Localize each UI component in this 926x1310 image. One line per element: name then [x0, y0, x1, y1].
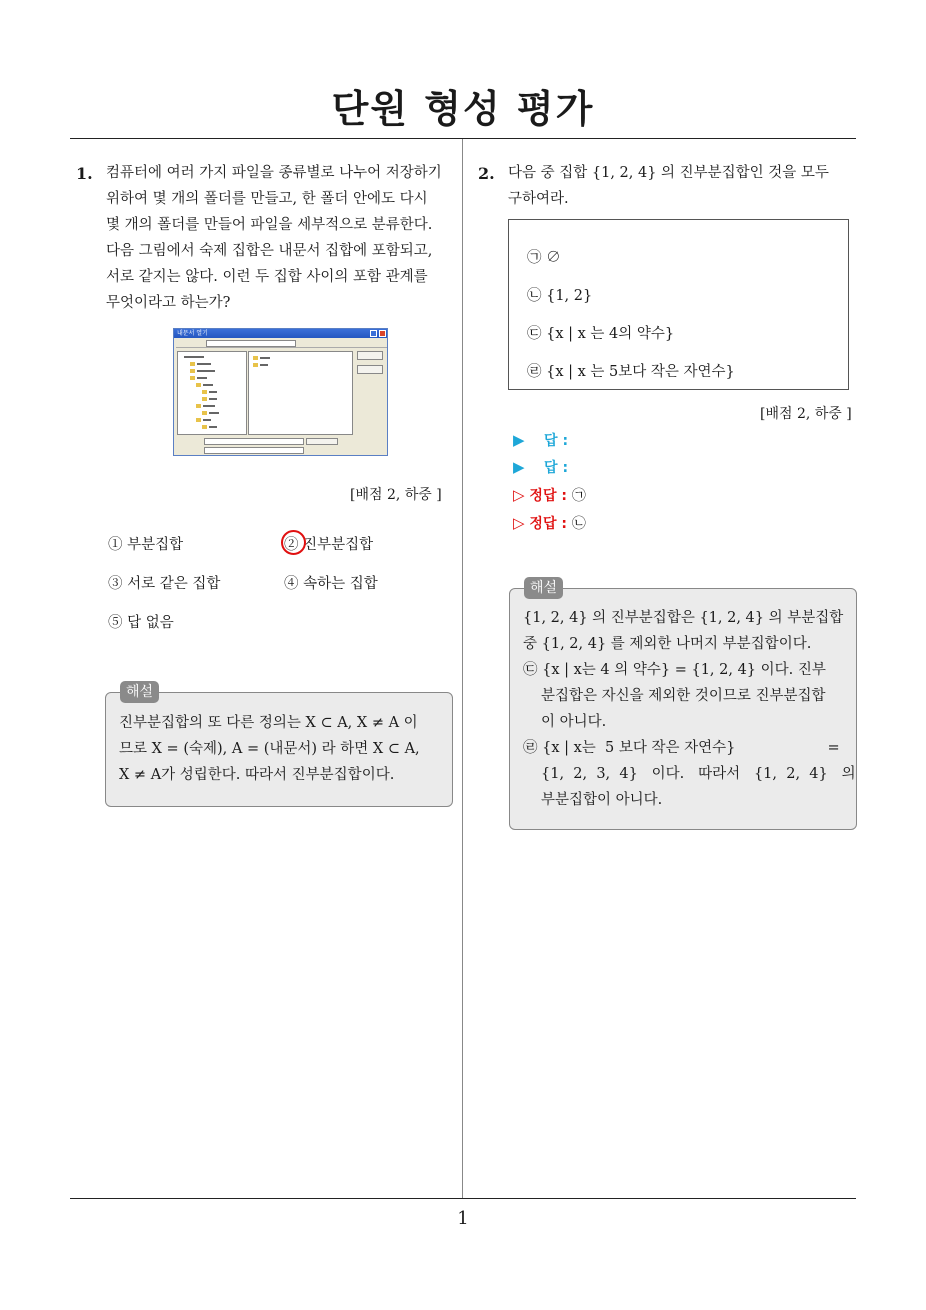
- dialog-title: 내문서 열기: [177, 330, 208, 337]
- question-1-explanation: [105, 684, 453, 807]
- explanation-line: ㉢ {x | x는 4 의 약수} = {1, 2, 4} 이다. 진부: [523, 662, 826, 678]
- correct-answer-label: 정답 :: [529, 488, 567, 504]
- choice-c: ㉢ {x | x 는 4의 약수}: [527, 326, 675, 342]
- question-2-line: 다음 중 집합 {1, 2, 4} 의 진부분집합인 것을 모두: [508, 165, 829, 181]
- choice-a: ㉠ ∅: [527, 250, 561, 266]
- question-1-line: 무엇이라고 하는가?: [106, 295, 231, 311]
- option-4: ④ 속하는 집합: [284, 576, 378, 592]
- question-1-line: 위하여 몇 개의 폴더를 만들고, 한 폴더 안에도 다시: [106, 191, 428, 207]
- question-1-line: 서로 같지는 않다. 이런 두 집합 사이의 포함 관계를: [106, 269, 428, 285]
- explanation-tag: 해설: [120, 681, 159, 703]
- question-1-line: 컴퓨터에 여러 가지 파일을 종류별로 나누어 저장하기: [106, 165, 442, 181]
- help-icon: [370, 330, 377, 337]
- question-2-explanation: [509, 580, 857, 830]
- close-icon: [379, 330, 386, 337]
- correct-answer-label: 정답 :: [529, 516, 567, 532]
- answer-label: 답 :: [544, 433, 569, 449]
- option-1: ① 부분집합: [108, 537, 184, 553]
- explanation-tag: 해설: [524, 577, 563, 599]
- explanation-line: 므로 X = (숙제), A = (내문서) 라 하면 X ⊂ A,: [119, 741, 420, 757]
- question-1-number: 1.: [76, 164, 93, 183]
- correct-answer-value: ㉡: [571, 516, 586, 532]
- explanation-line: {1, 2, 4} 의 진부분집합은 {1, 2, 4} 의 부분집합: [523, 610, 844, 626]
- explanation-line: 분집합은 자신을 제외한 것이므로 진부분집합: [541, 688, 826, 704]
- folder-tree: [177, 351, 247, 435]
- answer-line-2: [513, 457, 568, 477]
- question-1-score: [배점 2, 하중 ]: [350, 487, 442, 503]
- explanation-line: 진부분집합의 또 다른 정의는 X ⊂ A, X ≠ A 이: [119, 715, 418, 731]
- explanation-line: 부분집합이 아니다.: [541, 792, 663, 808]
- bottom-rule: [70, 1198, 856, 1199]
- option-5: ⑤ 답 없음: [108, 615, 174, 631]
- correct-answer-line-1: [513, 485, 586, 505]
- correct-answer-line-2: [513, 513, 586, 533]
- answer-line-1: [513, 430, 568, 450]
- answer-marker: ▶: [513, 458, 525, 476]
- answer-label: 답 :: [544, 460, 569, 476]
- dialog-toolbar: [176, 340, 387, 348]
- dialog-side-buttons: [357, 351, 383, 379]
- selected-answer-circle: [281, 530, 306, 555]
- correct-answer-value: ㉠: [571, 488, 586, 504]
- question-2-choices: [508, 219, 849, 390]
- answer-marker: ▶: [513, 431, 525, 449]
- correct-answer-marker: ▷: [513, 514, 525, 532]
- question-1-text: [106, 160, 456, 316]
- question-2-score: [배점 2, 하중 ]: [760, 406, 852, 422]
- file-list: [248, 351, 353, 435]
- question-2-text: [508, 160, 858, 212]
- dialog-title-bar: [174, 329, 387, 338]
- explanation-line: X ≠ A가 성립한다. 따라서 진부분집합이다.: [119, 767, 395, 783]
- explanation-line: {1, 2, 3, 4} 이다. 따라서 {1, 2, 4} 의: [541, 766, 856, 782]
- open-button-shape: [306, 438, 338, 445]
- filetype-field: [204, 447, 304, 454]
- explanation-line: 이 아니다.: [541, 714, 607, 730]
- column-divider: [462, 139, 463, 1198]
- explanation-line: 중 {1, 2, 4} 를 제외한 나머지 부분집합이다.: [523, 636, 812, 652]
- question-1-line: 몇 개의 폴더를 만들어 파일을 세부적으로 분류한다.: [106, 217, 433, 233]
- correct-answer-marker: ▷: [513, 486, 525, 504]
- question-2-line: 구하여라.: [508, 191, 569, 207]
- page-title: 단원 형성 평가: [331, 87, 595, 131]
- explanation-line: ㉣ {x | x는 5 보다 작은 자연수} =: [523, 740, 840, 756]
- choice-b: ㉡ {1, 2}: [527, 288, 593, 304]
- question-2-number: 2.: [478, 164, 495, 183]
- choice-d: ㉣ {x | x 는 5보다 작은 자연수}: [527, 364, 735, 380]
- filename-field: [204, 438, 304, 445]
- option-2: ② 진부분집합: [284, 537, 374, 553]
- option-3: ③ 서로 같은 집합: [108, 576, 221, 592]
- top-rule: [70, 138, 856, 139]
- question-1-line: 다음 그림에서 숙제 집합은 내문서 집합에 포함되고,: [106, 243, 433, 259]
- page-number: 1: [457, 1208, 469, 1229]
- folder-dialog-screenshot: [173, 328, 388, 456]
